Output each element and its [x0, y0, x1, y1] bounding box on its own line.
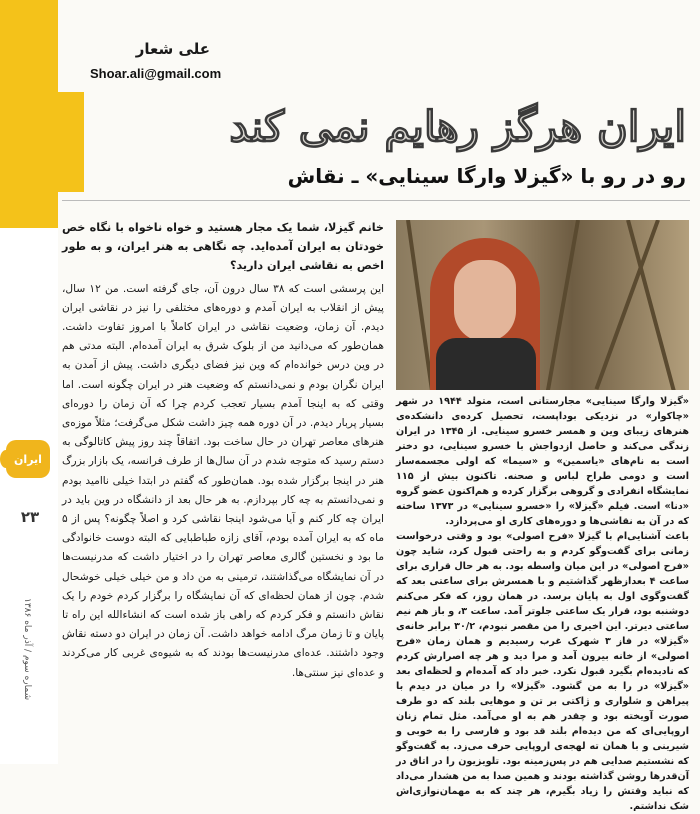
author-email-link[interactable]: Shoar.ali@gmail.com — [90, 66, 222, 81]
headline-accent-bar — [58, 92, 84, 192]
portrait-face — [454, 260, 516, 342]
divider — [62, 200, 690, 201]
author-block — [50, 40, 210, 58]
branch-shape — [545, 220, 580, 390]
artist-bio: «گیزلا وارگا سینایی» مجارستانی است، متولد ۱۹۴۴ در شهر «چاکوار» در نزدیکی بوداپست، تحصیل کرده‌ی دانشکده‌ی هنرهای زیبای وین و همسر خسرو سینایی. از ۱۳۴۵ در ایران زندگی می‌کند و حاصل ازدواجش با خسرو سینایی، دو دختر است به نام‌های «یاسمین» و «سیما» که اولی مجسمه‌ساز است و دومی طراح لباس و صحنه. تاکنون بیش از ۱۱۵ نمایشگاه انفرادی و گروهی برگزار کرده و هم‌اکنون عضو گروه «دنا» است. فیلم «گیزلا» را «خسرو سینایی» در ۱۳۷۳ ساخته که در آن به نقاشی‌ها و دوره‌های کاری او می‌پردازد. — [396, 396, 689, 527]
interview-answer: این پرسشی است که ۳۸ سال درون آن، جای گرفته است. من ۱۲ سال، پیش از انقلاب به ایران آمدم و دوره‌های مختلفی را نیز در نقاشی ایران دیدم. آن زمان، وضعیت نقاشی در ایران کاملاً با امروز تفاوت داشت. همان‌طور که می‌دانید من از بلوک شرق به ایران آمده‌ام. البته مدتی هم در وین درس خوانده‌ام که وین نیز فضای دیگری داشت. پیش از آمدن به ایران نگران بودم و نمی‌دانستم که وضعیت هنر در ایران چگونه است. اما وقتی که به اینجا آمدم بسیار تعجب کردم چرا که آن زمان را دوره‌ای بسیار پربار دیدم. در آن دوره همه چیز داشت شکل می‌گرفت؛ مثلاً موزه‌ی هنرهای معاصر تهران در حال ساخت بود. اتفاقاً چند روز پیش کاتالوگی به دستم رسید که متوجه شدم در آن سال‌ها از طرف فرانسه، یک بازار بزرگ هنر در اینجا برگزار شده بود. همان‌طور که گفتم در ابتدا خیلی ناامید بودم و نمی‌دانستم به چه کار بپردازم. به هر حال بعد از دانشگاه در وین باید در ایران چه کار کنم و آیا می‌شود اینجا نقاشی کرد و اصلاً چگونه؟ پس از ۵ ماه که به ایران آمده بودم، آقای زازه طباطبایی که البته دوست خانوادگی ما بود و نخستین گالری معاصر تهران را در اختیار داشت که مدرنیست‌ها در آن نمایشگاه می‌گذاشتند، ترمینی به من داد و من خیلی خیلی خوشحال شدم. چون از همان لحظه‌ای که آن نمایشگاه را برگزار کردم خودم را یک نقاش دانستم و فکر کردم که راهی باز شده است که انشاءالله این راه تا پایان و تا زمان مرگ ادامه خواهد داشت. آن زمان در ایران دو دسته نقاش وجود داشتند. عده‌ای مدرنیست‌ها بودند که به شیوه‌ی غربی کار می‌کردند و عده‌ای نیز سنتی‌ها. — [62, 282, 385, 679]
intro-story: باعث آشنایی‌ام با گیزلا «فرح اصولی» بود و وقتی درخواست زمانی برای گفت‌وگو کردم و به راحتی قبول کرد، شاید چون «فرح اصولی» در این میان واسطه بود. به هر حال قراری برای ساعت ۴ بعدازظهر گذاشتیم و با همسرش برای ساعتی بعد که گفت‌وگوی اول به پایان برسد. در همان روز، که فکر می‌کنم دوشنبه بود، قرار یک ساعتی جلوتر آمد. ساعت ۳، و باز هم نیم ساعتی دیرتر. این اخیری را من مقصر نبودم، ۳۰/۲ برابر خانه‌ی «گیزلا» در فاز ۳ شهرک غرب رسیدیم و همان زمان «فرح اصولی» از خانه بیرون آمد و مرا دید و هر چه اصرارش کردم که نادیده‌ام بگیرد قبول نکرد. خبر داد که آمده‌ام و لحظه‌ای بعد «گیزلا» در را به من گشود. «گیزلا» را در میان در دیدم با پیراهن و شلواری و ژاکتی بر تن و موهایی بلند که دو طرف صورت آویخته بود و چقدر هم به او می‌آمد. مثل تمام زنان اروپایی‌ای که من دیده‌ام بلند قد بود و فارسی را به خوبی و شیرینی و با همان ته لهجه‌ی اروپایی حرف می‌زد. به گفت‌وگو که نشستیم صدایی هم در پس‌زمینه بود. تلویزیون را در اتاق در آن‌قدرها روشن گذاشته بودند و همین صدا به من هشدار می‌داد که نباید وقتش را زیاد بگیرم، هر چند که به مهمان‌نوازی‌اش شک نداشتم. — [396, 531, 690, 812]
subheadline: رو در رو با «گیزلا وارگا سینایی» ـ نقاش — [287, 164, 686, 188]
accent-strip — [0, 0, 58, 228]
portrait-coat — [436, 338, 536, 390]
bio-column — [396, 394, 689, 814]
section-tab-label: ایران — [14, 452, 42, 466]
page-number: ۲۳ — [20, 508, 40, 526]
branch-shape — [626, 220, 676, 390]
portrait-photo — [396, 220, 689, 390]
interview-column — [62, 218, 384, 683]
headline: ایران هرگز رهایم نمی کند — [229, 102, 686, 151]
interview-question: خانم گیزلا، شما یک مجار هستید و خواه ناخواه با نگاه خص خودتان به ایران آمده‌اید. چه نگاهی به هنر ایران، و به طور اخص به نقاشی ایران دارید؟ — [62, 221, 384, 273]
page-margin — [0, 0, 58, 764]
issue-info: شماره سوم / آذر ماه ۱۳۸۶ — [22, 597, 32, 700]
section-tab — [6, 440, 50, 478]
author-name: علی شعار — [135, 40, 210, 58]
